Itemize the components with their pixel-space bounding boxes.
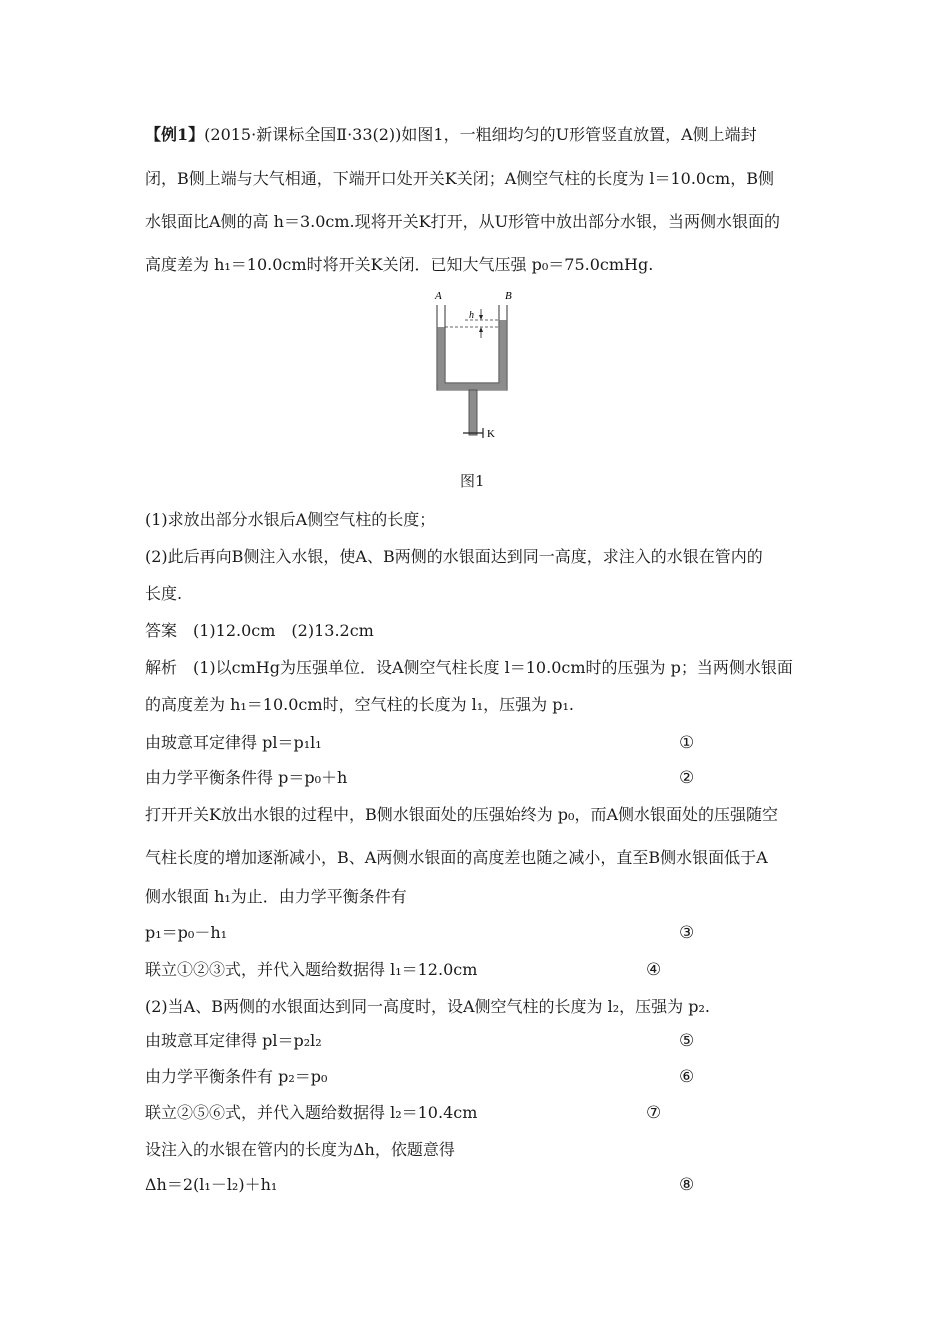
- label-k: K: [487, 428, 495, 440]
- eq-number-6: ⑥: [679, 1067, 695, 1087]
- eq-number-3: ③: [679, 923, 695, 943]
- analysis-line-12: 由力学平衡条件有 p₂＝p₀: [145, 1067, 328, 1086]
- analysis-line-7: 侧水银面 h₁为止．由力学平衡条件有: [145, 887, 407, 906]
- eq-number-8: ⑧: [679, 1175, 695, 1195]
- analysis-line-9: 联立①②③式，并代入题给数据得 l₁＝12.0cm: [145, 960, 478, 979]
- question-2: (2)此后再向B侧注入水银，使A、B两侧的水银面达到同一高度，求注入的水银在管内的: [145, 547, 763, 566]
- problem-line-3: 水银面比A侧的高 h＝3.0cm.现将开关K打开，从U形管中放出部分水银，当两侧水银面的: [145, 212, 781, 231]
- drain-stem: [469, 390, 477, 435]
- eq-number-2: ②: [679, 768, 695, 788]
- question-2-cont: 长度.: [145, 584, 183, 603]
- analysis-line-14: 设注入的水银在管内的长度为Δh，依题意得: [145, 1140, 455, 1159]
- eq-number-5: ⑤: [679, 1031, 695, 1051]
- problem-line-4: 高度差为 h₁＝10.0cm时将开关K关闭．已知大气压强 p₀＝75.0cmHg.: [145, 255, 654, 274]
- answer-line: 答案 (1)12.0cm (2)13.2cm: [145, 621, 374, 640]
- label-h: h: [469, 310, 474, 321]
- analysis-line-6: 气柱长度的增加逐渐减小，B、A两侧水银面的高度差也随之减小，直至B侧水银面低于A: [145, 848, 768, 867]
- eq-number-1: ①: [679, 733, 695, 753]
- problem-line-2: 闭，B侧上端与大气相通，下端开口处开关K关闭；A侧空气柱的长度为 l＝10.0cm，B侧: [145, 169, 774, 188]
- analysis-line-2: 的高度差为 h₁＝10.0cm时，空气柱的长度为 l₁，压强为 p₁.: [145, 695, 575, 714]
- label-a: A: [435, 290, 442, 302]
- problem-line-1: 【例1】(2015·新课标全国Ⅱ·33(2))如图1，一粗细均匀的U形管竖直放置，A侧上端封: [145, 125, 757, 144]
- analysis-line-11: 由玻意耳定律得 pl＝p₂l₂: [145, 1031, 322, 1050]
- u-tube-figure: [425, 285, 535, 450]
- eq-number-4: ④: [646, 960, 662, 980]
- label-b: B: [505, 290, 512, 302]
- question-1: (1)求放出部分水银后A侧空气柱的长度；: [145, 510, 436, 529]
- analysis-line-10: (2)当A、B两侧的水银面达到同一高度时，设A侧空气柱的长度为 l₂，压强为 p₂.: [145, 997, 710, 1016]
- analysis-line-5: 打开开关K放出水银的过程中，B侧水银面处的压强始终为 p₀，而A侧水银面处的压强随空: [145, 805, 779, 824]
- analysis-line-13: 联立②⑤⑥式，并代入题给数据得 l₂＝10.4cm: [145, 1103, 478, 1122]
- figure-caption: 图1: [460, 472, 485, 490]
- analysis-line-4: 由力学平衡条件得 p＝p₀＋h: [145, 768, 348, 787]
- analysis-line-1: 解析 (1)以cmHg为压强单位．设A侧空气柱长度 l＝10.0cm时的压强为 p；当两侧水银面: [145, 658, 793, 677]
- analysis-line-15: Δh＝2(l₁－l₂)＋h₁: [145, 1175, 278, 1194]
- example-tag: 【例1】: [145, 125, 205, 144]
- analysis-line-8: p₁＝p₀－h₁: [145, 923, 228, 942]
- mercury-a-side: [438, 327, 445, 390]
- mercury-b-side: [500, 320, 507, 390]
- eq-number-7: ⑦: [646, 1103, 662, 1123]
- analysis-line-3: 由玻意耳定律得 pl＝p₁l₁: [145, 733, 322, 752]
